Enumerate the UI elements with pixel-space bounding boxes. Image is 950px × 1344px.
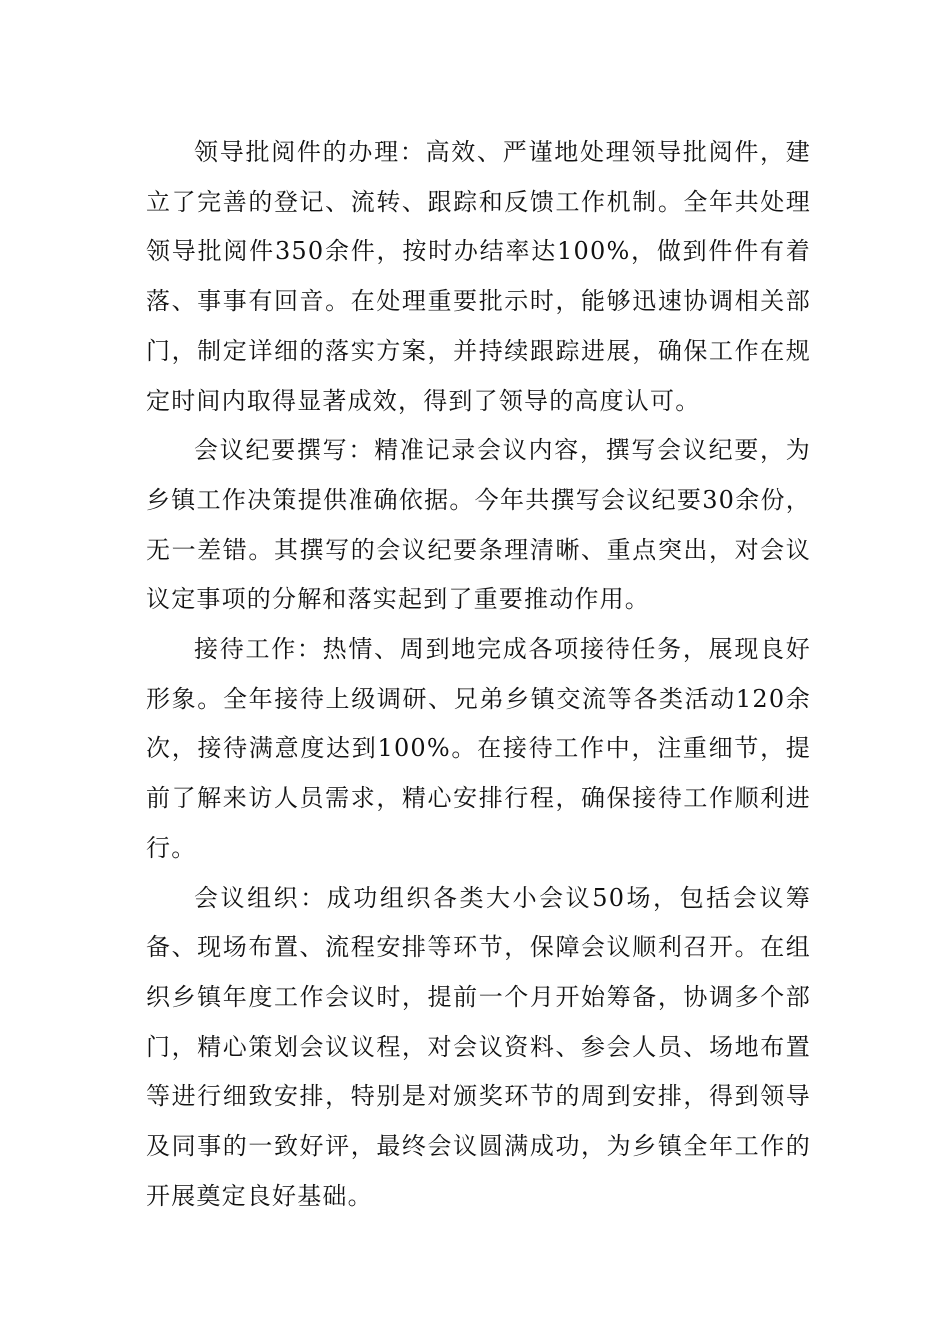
paragraph-leader-documents: 领导批阅件的办理：高效、严谨地处理领导批阅件，建立了完善的登记、流转、跟踪和反馈工作机制。全年共处理领导批阅件350余件，按时办结率达100%，做到件件有着落、事事有回音。在处理重要批示时，能够迅速协调相关部门，制定详细的落实方案，并持续跟踪进展，确保工作在规定时间内取得显著成效，得到了领导的高度认可。: [146, 138, 811, 415]
paragraph-meeting-organization: 会议组织：成功组织各类大小会议50场，包括会议筹备、现场布置、流程安排等环节，保障会议顺利召开。在组织乡镇年度工作会议时，提前一个月开始筹备，协调多个部门，精心策划会议议程，对会议资料、参会人员、场地布置等进行细致安排，特别是对颁奖环节的周到安排，得到领导及同事的一致好评，最终会议圆满成功，为乡镇全年工作的开展奠定良好基础。: [146, 883, 811, 1210]
paragraph-reception-work: 接待工作：热情、周到地完成各项接待任务，展现良好形象。全年接待上级调研、兄弟乡镇交流等各类活动120余次，接待满意度达到100%。在接待工作中，注重细节，提前了解来访人员需求，精心安排行程，确保接待工作顺利进行。: [146, 635, 811, 862]
document-body: [146, 128, 811, 1221]
paragraph-meeting-minutes: 会议纪要撰写：精准记录会议内容，撰写会议纪要，为乡镇工作决策提供准确依据。今年共撰写会议纪要30余份，无一差错。其撰写的会议纪要条理清晰、重点突出，对会议议定事项的分解和落实起到了重要推动作用。: [146, 436, 811, 614]
